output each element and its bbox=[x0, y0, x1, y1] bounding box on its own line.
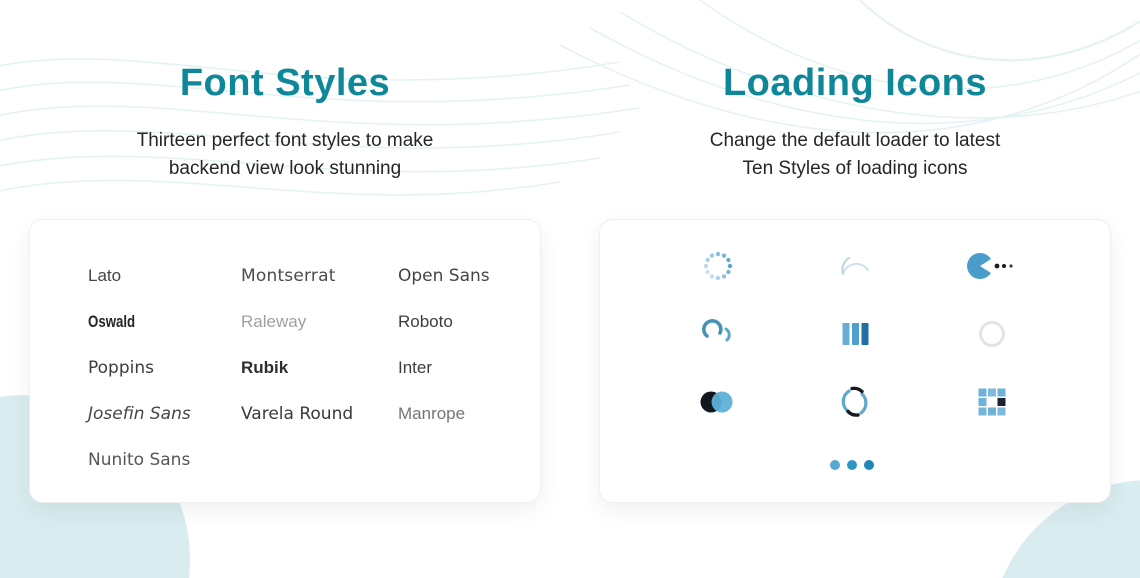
loading-icons-subtitle-line1: Change the default loader to latest bbox=[709, 130, 1001, 151]
font-styles-subtitle bbox=[0, 127, 570, 183]
font-sample-oswald: Oswald bbox=[88, 312, 136, 331]
arc-spinner-icon bbox=[835, 246, 875, 286]
dual-ball-loader-icon bbox=[696, 382, 740, 422]
font-sample-open-sans: Open Sans bbox=[398, 266, 490, 286]
font-sample-josefin-sans: Josefin Sans bbox=[88, 404, 191, 424]
loading-icons-section bbox=[570, 0, 1140, 503]
loading-icons-subtitle bbox=[570, 127, 1140, 183]
loading-icons-grid bbox=[600, 220, 1110, 436]
font-styles-subtitle-line1: Thirteen perfect font styles to make bbox=[136, 130, 434, 151]
double-crescent-spinner-icon bbox=[698, 314, 738, 354]
dotted-ring-spinner-icon bbox=[698, 246, 738, 286]
font-sample-manrope: Manrope bbox=[398, 404, 466, 423]
font-styles-title: Font Styles bbox=[179, 62, 391, 104]
loading-icons-card bbox=[599, 219, 1111, 503]
font-styles-subtitle-line2: backend view look stunning bbox=[168, 158, 402, 179]
font-sample-varela-round: Varela Round bbox=[241, 404, 354, 424]
font-sample-montserrat: Montserrat bbox=[241, 266, 336, 286]
font-sample-rubik: Rubik bbox=[241, 358, 289, 377]
vertical-bars-loader-icon bbox=[835, 314, 875, 354]
font-list bbox=[30, 220, 540, 470]
font-sample-raleway: Raleway bbox=[241, 312, 307, 331]
font-sample-inter: Inter bbox=[398, 358, 433, 377]
font-styles-card bbox=[29, 219, 541, 503]
font-sample-lato: Lato bbox=[88, 266, 122, 285]
broken-arcs-spinner-icon bbox=[835, 382, 875, 422]
loading-icons-title: Loading Icons bbox=[722, 62, 988, 104]
font-sample-roboto: Roboto bbox=[398, 312, 453, 331]
three-dots-row bbox=[600, 436, 1110, 494]
font-sample-poppins: Poppins bbox=[88, 358, 154, 378]
font-styles-section bbox=[0, 0, 570, 503]
square-grid-loader-icon bbox=[972, 382, 1012, 422]
loading-icons-subtitle-line2: Ten Styles of loading icons bbox=[742, 158, 968, 179]
ring-loader-icon bbox=[972, 314, 1012, 354]
font-sample-nunito-sans: Nunito Sans bbox=[88, 450, 191, 470]
three-dots-loader-icon bbox=[827, 455, 883, 475]
pacman-loader-icon bbox=[966, 246, 1018, 286]
